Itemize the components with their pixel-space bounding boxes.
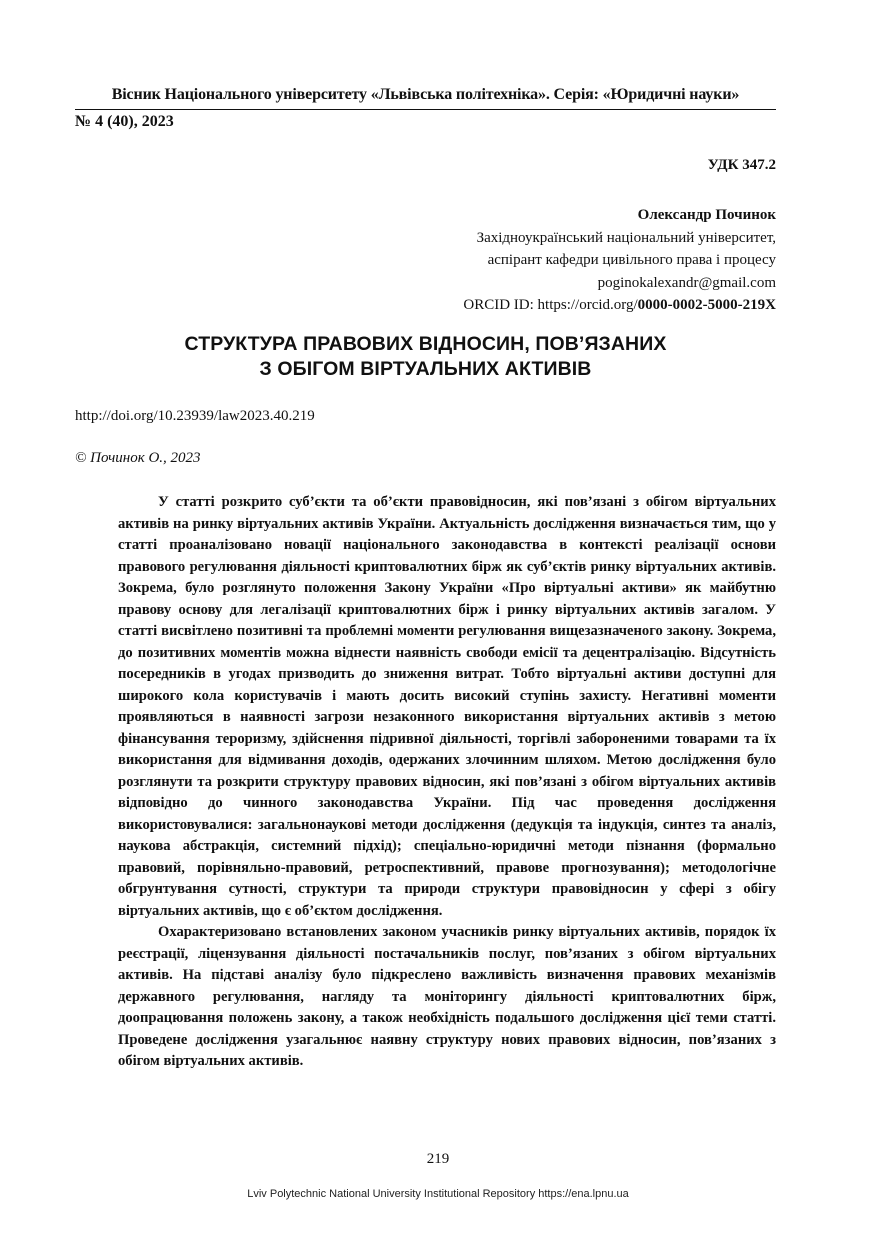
header-divider	[75, 109, 776, 110]
author-position: аспірант кафедри цивільного права і процесу	[487, 252, 776, 268]
repository-footer: Lviv Polytechnic National University Institutional Repository https://ena.lpnu.ua	[247, 1188, 629, 1200]
author-orcid	[463, 294, 776, 317]
copyright-notice: © Починок О., 2023	[75, 450, 201, 466]
journal-header: Вісник Національного університету «Львівська політехніка». Серія: «Юридичні науки»	[111, 86, 740, 103]
doi-link: http://doi.org/10.23939/law2023.40.219	[75, 408, 315, 424]
page-number: 219	[426, 1151, 450, 1167]
abstract	[118, 492, 776, 1073]
abstract-paragraph-1: У статті розкрито суб’єкти та об’єкти правовідносин, які пов’язані з обігом віртуальних активів на ринку віртуальних активів України. Актуальність дослідження визначається тим, що у статті проаналізовано новації національного законодавства в контексті реалізації основи правового регулювання діяльності криптовалютних бірж як суб’єктів ринку віртуальних активів. Зокрема, було розглянуто положення Закону України «Про віртуальні активи» як майбутню правову основу для легалізації криптовалютних бірж і ринку віртуальних активів загалом. У статті висвітлено позитивні та проблемні моменти регулювання вищезазначеного закону. Зокрема, до позитивних моментів можна віднести наявність свободи емісії та децентралізацію. Відсутність посередників в угодах призводить до зниження витрат. Тобто віртуальні активи доступні для широкого кола користувачів і мають досить високий ступінь захисту. Негативні моменти проявляються в наявності загрози незаконного використання віртуальних активів з метою фінансування тероризму, здійснення підривної діяльності, торгівлі забороненими товарами та їх використання для відмивання доходів, одержаних злочинним шляхом. Метою дослідження було розглянути та розкрити структуру правових відносин, які пов’язані з обігом віртуальних активів відповідно до чинного законодавства України. Під час проведення дослідження використовувалися: загальнонаукові методи дослідження (дедукція та індукція, синтез та аналіз, наукова абстракція, системний підхід); спеціально-юридичні методи пізнання (формально правовий, порівняльно-правовий, ретроспективний, правове прогнозування); методологічне обгрунтування сутності, структури та природи структури правовідносин у сфері з обігу віртуальних активів, що є об’єктом дослідження.	[118, 494, 776, 919]
author-block	[463, 204, 776, 317]
author-name: Олександр Починок	[637, 207, 776, 223]
title-line-2: З ОБІГОМ ВІРТУАЛЬНИХ АКТИВІВ	[259, 358, 592, 380]
orcid-id: 0000-0002-5000-219X	[637, 297, 776, 313]
article-title	[75, 332, 776, 382]
issue-number: № 4 (40), 2023	[75, 113, 174, 130]
orcid-label: ORCID ID: https://orcid.org/	[463, 297, 638, 313]
title-line-1: СТРУКТУРА ПРАВОВИХ ВІДНОСИН, ПОВ’ЯЗАНИХ	[184, 333, 667, 355]
udk-code: УДК 347.2	[707, 157, 776, 173]
abstract-paragraph-2: Охарактеризовано встановлених законом учасників ринку віртуальних активів, порядок їх реєстрації, ліцензування діяльності постачальників послуг, пов’язаних з обігом віртуальних активів. На підставі аналізу було підкреслено важливість визначення правових механізмів державного регулювання, нагляду та моніторингу діяльності криптовалютних бірж, доопрацювання положень закону, а також необхідність подальшого дослідження цієї теми статті. Проведене дослідження узагальнює наявну структуру нових правових відносин, пов’язаних з обігом віртуальних активів.	[118, 924, 776, 1069]
author-affiliation: Західноукраїнський національний університет,	[476, 229, 776, 246]
author-email: poginokalexandr@gmail.com	[597, 274, 776, 291]
